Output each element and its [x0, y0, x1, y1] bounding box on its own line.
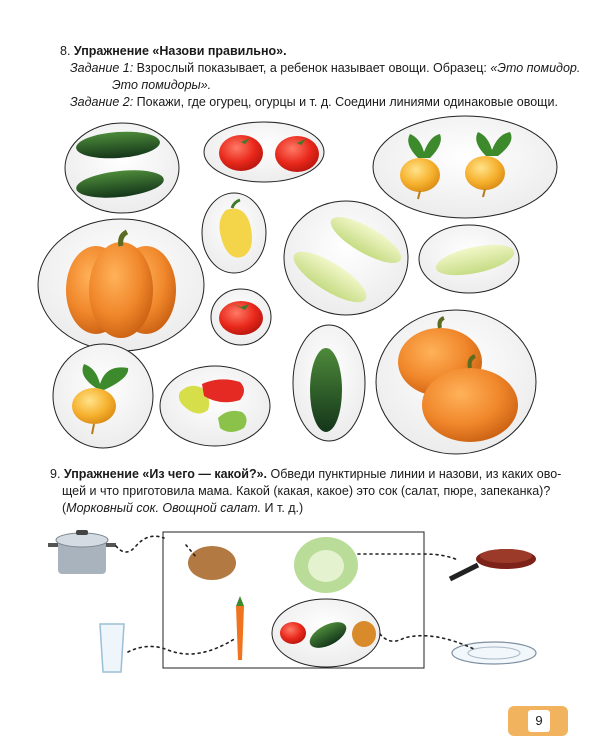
oval-big-cucumber[interactable] [293, 325, 365, 441]
potato-icon [188, 546, 236, 580]
oval-peppers[interactable] [160, 366, 270, 446]
tomato-icon [280, 622, 306, 644]
exercise9-example: Морковный сок. Овощной салат. [66, 501, 262, 515]
oval-tomatoes[interactable] [204, 122, 324, 182]
task2-text: Покажи, где огурец, огурцы и т. д. Соедини линиями одинаковые овощи. [133, 95, 558, 109]
exercise8-title: Упражнение «Назови правильно». [73, 44, 287, 58]
exercise9-line3: (Морковный сок. Овощной салат. И т. д.) [62, 501, 304, 515]
exercise9-number: 9. [50, 467, 61, 481]
oval-turnips[interactable] [373, 116, 557, 218]
task2-label: Задание 2: [70, 95, 134, 109]
exercise8-number: 8. [60, 44, 71, 58]
oval-cucumbers[interactable] [65, 123, 179, 213]
task1-label: Задание 1: [70, 61, 134, 75]
exercise9-line2: щей и что приготовила мама. Какой (какая, какое) это сок (салат, пюре, запеканка)? [62, 484, 551, 498]
exercise9-title: Упражнение «Из чего — какой?». [63, 467, 268, 481]
task1-text: Взрослый показывает, а ребенок называет овощи. Образец: [133, 61, 491, 75]
cabbage-icon [294, 537, 358, 593]
oval-salad-ingredients [272, 599, 380, 667]
oval-pepper[interactable] [202, 193, 266, 273]
carrot-icon [236, 596, 244, 660]
task1-example1: «Это помидор. [490, 61, 581, 75]
glass-icon [100, 624, 124, 672]
tomato-icon [219, 301, 263, 335]
plate-icon [452, 642, 536, 664]
saucepan-icon [48, 530, 116, 574]
oval-two-pumpkins[interactable] [376, 310, 536, 454]
task1-example2: Это помидоры». [112, 78, 212, 92]
oval-small-tomato[interactable] [211, 289, 271, 345]
exercise9-line1: Обведи пунктирные линии и назови, из каких ово- [267, 467, 562, 481]
oval-big-pumpkin[interactable] [38, 219, 204, 351]
page-number: 9 [528, 710, 550, 732]
onion-icon [352, 621, 376, 647]
oval-one-zucchini[interactable] [419, 225, 519, 293]
oval-turnip[interactable] [53, 344, 153, 448]
cucumber-icon [310, 348, 342, 432]
frying-pan-icon [450, 549, 536, 579]
oval-zucchinis[interactable] [284, 201, 408, 315]
